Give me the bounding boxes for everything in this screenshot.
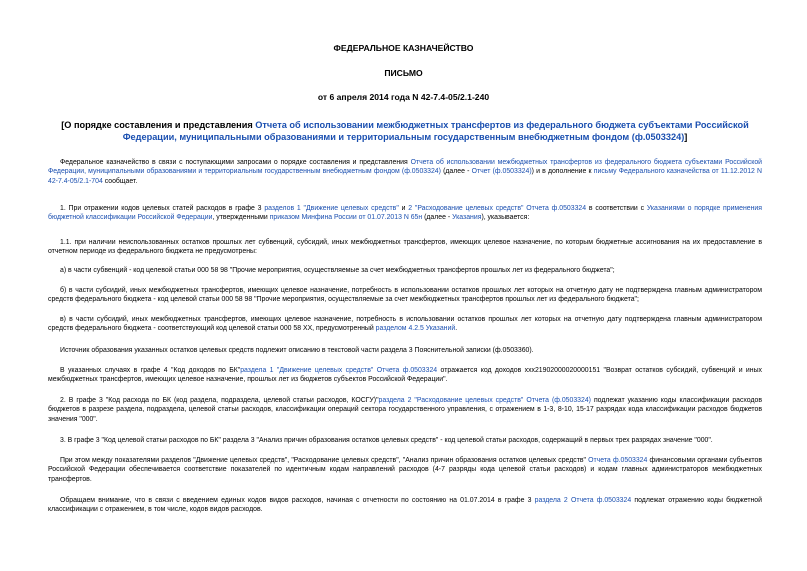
subject-suffix: ] [684, 132, 688, 142]
text: и [398, 205, 409, 212]
paragraph-consistency [48, 456, 762, 484]
paragraph-income-code [48, 366, 762, 385]
text: Обращаем внимание, что в связи с введением единых кодов видов расходов, начиная с отчетности по состоянию на 01.07.2014 в графе 3 [60, 497, 535, 504]
text: финансовыми органами субъектов Российской Федерации обеспечивается соответствие показателей по идентичным кодам направлений расходов (4-7 разряды кода целевой статьи расходов) и кодам главных администраторов межбюджетных трансфертов. [48, 457, 762, 483]
section-2-link[interactable]: 2 "Расходование целевых средств" [408, 205, 524, 212]
report-link[interactable]: Отчета ф.0503324 [570, 497, 632, 504]
date-number-heading: от 6 апреля 2014 года N 42-7.4-05/2.1-240 [317, 92, 490, 102]
text: ) и в дополнение к [531, 168, 594, 176]
letter-link[interactable]: письму Федерального казначейства от 11.12.2012 N 42-7.4-05/2.1-704 [48, 168, 763, 185]
section-2-link[interactable]: раздела 2 [534, 497, 568, 504]
section-4-2-5-link[interactable]: разделом 4.2.5 Указаний [375, 325, 456, 333]
paragraph-c [48, 315, 762, 334]
text: . [455, 325, 458, 333]
section-1-link[interactable]: разделов 1 "Движение целевых средств" [264, 205, 399, 212]
section-1-link[interactable]: раздела 1 "Движение целевых средств" [240, 367, 374, 374]
paragraph-source: Источник образования указанных остатков целевых средств подлежит описанию в текстовой части раздела 3 Пояснительной записки (ф.0503360). [60, 347, 534, 354]
text: 1. При отражении кодов целевых статей расходов в графе 3 [60, 205, 265, 212]
text: сообщает. [102, 177, 138, 185]
document-subject [48, 119, 762, 143]
text: ), указывается: [481, 214, 530, 222]
subject-prefix: [О порядке составления и представления [61, 120, 256, 130]
text: В указанных случаях в графе 4 "Код доходов по БК" [60, 367, 241, 374]
report-link[interactable]: Отчета ф.0503324 [588, 457, 648, 464]
text: отражается код доходов ххх21902000020000151 "Возврат остатков субсидий, субвенций и иных межбюджетных трансфертов, имеющих целевое назначение, прошлых лет из бюджетов субъектов Российской Федерации". [48, 367, 762, 384]
text: подлежат отражению коды бюджетной классификации с отражением, в том числе, кодов видов расходов. [48, 497, 762, 514]
report-link[interactable]: Отчета ф.0503324 [526, 205, 587, 212]
paragraph-a: а) в части субвенций - код целевой статьи 000 58 98 "Прочие мероприятия, осуществляемые за счет межбюджетных трансфертов прошлых лет из федерального бюджета"; [60, 267, 615, 274]
paragraph-1 [48, 204, 762, 223]
text: 2. В графе 3 "Код расхода по БК (код раздела, подраздела, целевой статьи расходов, КОСГУ)" [60, 397, 379, 404]
text: При этом между показателями разделов "Движение целевых средств", "Расходование целевых средств", "Анализ причин образования остатков целевых средств" [60, 457, 589, 464]
doc-type-heading: ПИСЬМО [384, 68, 423, 78]
instructions-link[interactable]: Указаниями о порядке применения бюджетной классификации Российской Федерации [48, 205, 763, 222]
report-short-link[interactable]: Отчет (ф.0503324) [471, 168, 532, 176]
report-link[interactable]: Отчета (ф.0503324) [526, 397, 591, 404]
paragraph-1-1: 1.1. при наличии неиспользованных остатков прошлых лет субвенций, субсидий, иных межбюджетных трансфертов, имеющих целевое назначение, по которым бюджетные ассигнования на их предоставление в отчетном периоде из федерального бюджета не предусмотрены: [48, 239, 762, 256]
subject-link[interactable]: Отчета об использовании межбюджетных трансфертов из федерального бюджета субъектами Российской Федерации, муниципальными образованиями и территориальным государственным внебюджетным фондом (ф.0503324) [122, 120, 749, 142]
report-link[interactable]: Отчета ф.0503324 [376, 367, 438, 374]
order-link[interactable]: приказом Минфина России от 01.07.2013 N 65н [269, 214, 423, 222]
text: в) в части субсидий, иных межбюджетных трансфертов, имеющих целевое назначение, потребность в использовании остатков прошлых лет которых на отчетную дату подтверждена главным администратором средств федерального бюджета - соответствующий код целевой статьи 000 58 XX, предусмотренный [48, 316, 762, 333]
report-link[interactable]: Отчета об использовании межбюджетных трансфертов из федерального бюджета субъектами Российской Федерации, муниципальными образованиями и территориальным государственным внебюджетным фондом (ф.0503324) [48, 159, 763, 176]
section-2-link[interactable]: раздела 2 "Расходование целевых средств" [378, 397, 524, 404]
org-heading: ФЕДЕРАЛЬНОЕ КАЗНАЧЕЙСТВО [333, 43, 474, 53]
paragraph-note [48, 496, 762, 515]
text: Федеральное казначейство в связи с поступающими запросами о порядке составления и представления [60, 159, 411, 166]
paragraph-intro [48, 158, 762, 186]
paragraph-3: 3. В графе 3 "Код целевой статьи расходов по БК" раздела 3 "Анализ причин образования остатков целевых средств" - код целевой статьи расходов, содержащий в первых трех разрядах значение "000". [60, 437, 713, 444]
text: подлежат указанию коды классификации расходов бюджетов в разрезе раздела, подраздела, целевой статьи расходов, классификации операций сектора государственного управления, с отражением в 1-3, 8-10, 15-17 разрядах кода классификации расходов бюджетов значения "000". [48, 397, 762, 423]
text: в соответствии с [586, 205, 647, 212]
text: , утвержденными [212, 214, 270, 222]
paragraph-2 [48, 396, 762, 424]
text: (далее - [422, 214, 453, 222]
paragraph-b: б) в части субсидий, иных межбюджетных трансфертов, имеющих целевое назначение, потребность в использовании остатков прошлых лет которых на отчетную дату не подтверждена главным администратором средств федерального бюджета - код целевой статьи 000 58 98 "Прочие мероприятия, осуществляемые за счет межбюджетных трансфертов прошлых лет из федерального бюджета"; [48, 287, 762, 304]
text: (далее - [440, 168, 472, 176]
instructions-short-link[interactable]: Указания [452, 214, 482, 222]
